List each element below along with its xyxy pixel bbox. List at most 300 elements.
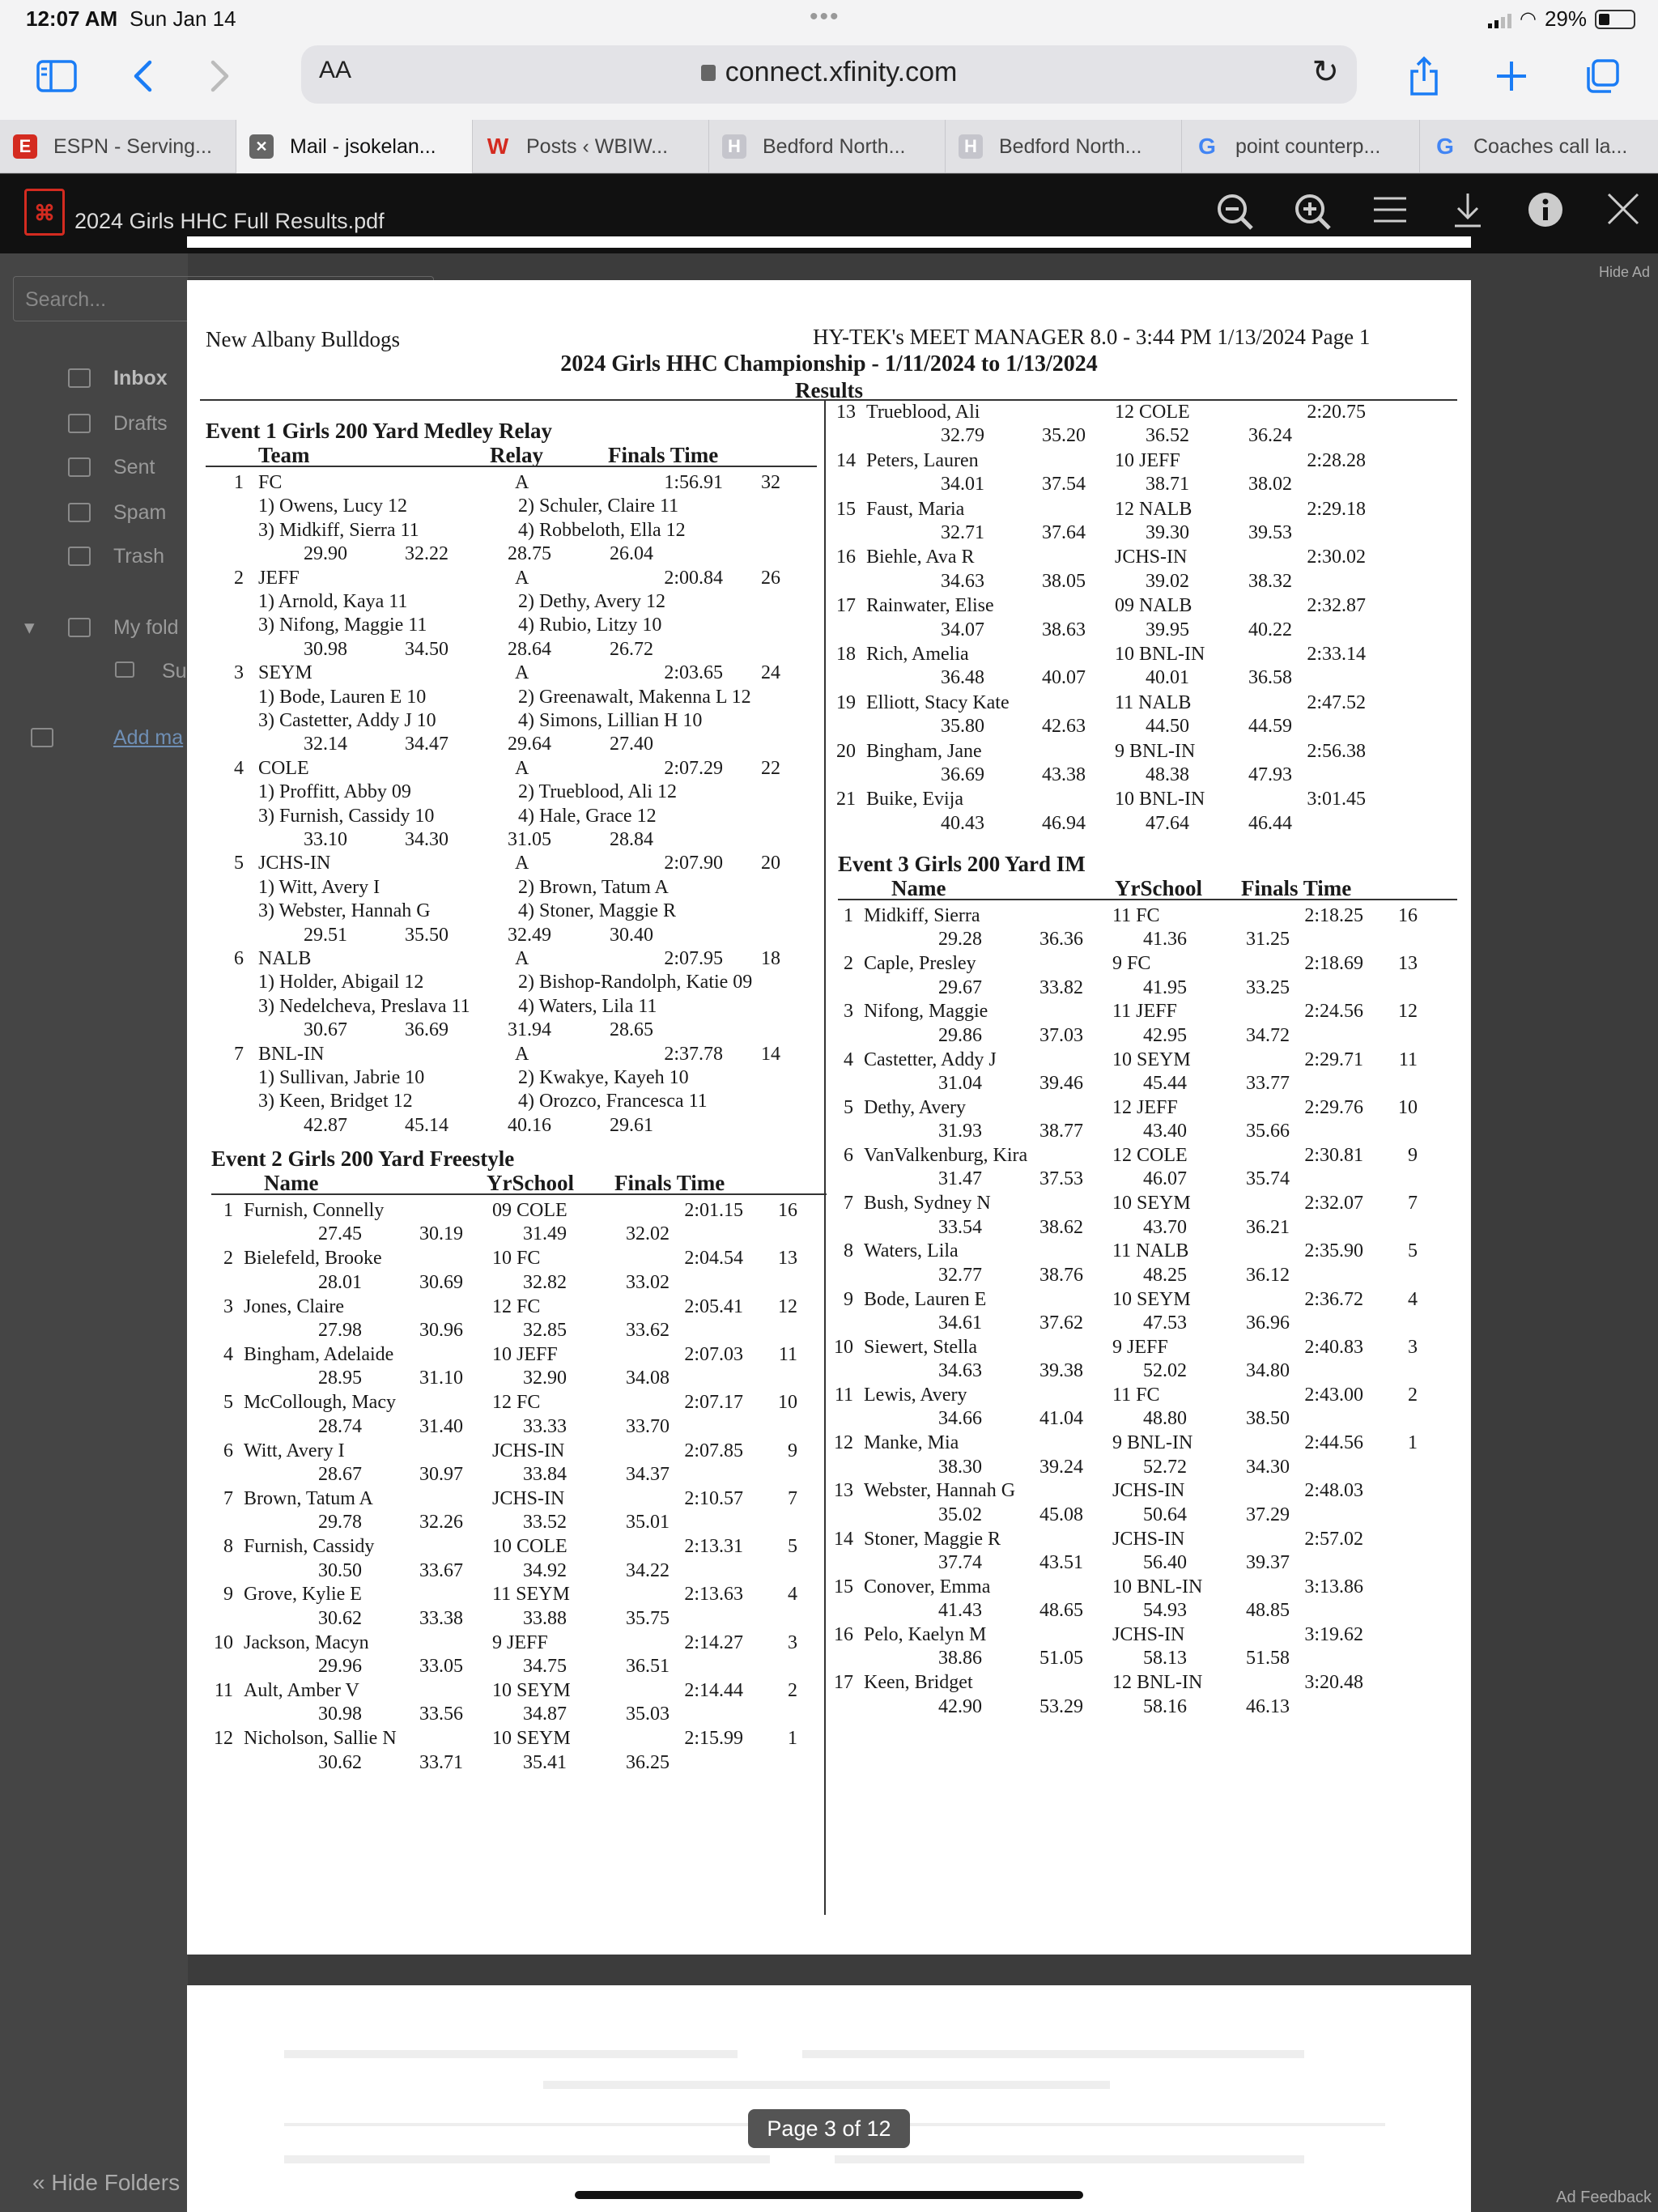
relay-team: FC	[258, 472, 283, 493]
home-indicator[interactable]	[575, 2191, 1083, 2199]
drafts-icon	[68, 414, 91, 433]
swimmer-name: Nicholson, Sallie N	[244, 1728, 397, 1750]
split-time: 48.38	[1146, 764, 1189, 785]
team-header: New Albany Bulldogs	[206, 327, 400, 351]
split-time: 33.88	[523, 1607, 567, 1629]
url-text: connect.xfinity.com	[725, 57, 958, 87]
swimmer-school: 12 FC	[492, 1295, 541, 1317]
swimmer-name: Brown, Tatum A	[244, 1487, 373, 1509]
swimmer-school: 10 COLE	[492, 1536, 568, 1558]
swimmer-leg: 3) Furnish, Cassidy 10	[258, 805, 435, 827]
split-time: 56.40	[1143, 1552, 1187, 1573]
hide-folders-button[interactable]: « Hide Folders	[32, 2170, 181, 2195]
swimmer-school: 9 BNL-IN	[1115, 740, 1196, 762]
swimmer-place: 1	[223, 1200, 233, 1221]
next-page-preview	[187, 1985, 1471, 2212]
mail-folder-sidebar	[0, 253, 188, 2212]
swimmer-place: 2	[844, 953, 853, 975]
swimmer-school: 10 BNL-IN	[1112, 1576, 1203, 1597]
swimmer-points: 9	[788, 1440, 797, 1461]
mail-icon	[31, 728, 53, 747]
folder-subfolder[interactable]	[0, 650, 188, 692]
tab-bar	[0, 120, 1658, 173]
header-rule	[200, 399, 1457, 401]
tab-google-1[interactable]	[1182, 120, 1420, 173]
swimmer-leg: 3) Webster, Hannah G	[258, 900, 431, 922]
folder-inbox[interactable]	[0, 357, 188, 399]
swimmer-name: Keen, Bridget	[864, 1672, 973, 1694]
swimmer-place: 14	[834, 1528, 853, 1550]
swimmer-points: 13	[778, 1248, 797, 1270]
new-tab-icon[interactable]	[1491, 53, 1532, 99]
ad-feedback-link[interactable]: Ad Feedback	[1556, 2189, 1652, 2206]
swimmer-time: 2:07.17	[684, 1392, 743, 1414]
split-time: 32.14	[304, 734, 347, 755]
tab-bedford-1[interactable]	[709, 120, 946, 173]
relay-place: 5	[234, 853, 244, 874]
swimmer-points: 5	[788, 1536, 797, 1558]
swimmer-name: Faust, Maria	[866, 498, 965, 520]
swimmer-school: 9 JEFF	[492, 1631, 548, 1653]
swimmer-place: 13	[836, 402, 856, 423]
split-time: 44.59	[1248, 716, 1292, 738]
split-time: 29.61	[610, 1114, 653, 1136]
url-display[interactable]	[301, 57, 1357, 88]
split-time: 34.63	[938, 1360, 982, 1382]
swimmer-leg: 3) Nedelcheva, Preslava 11	[258, 995, 470, 1017]
split-time: 31.25	[1246, 929, 1290, 951]
swimmer-name: Buike, Evija	[866, 789, 963, 810]
split-time: 37.74	[938, 1552, 982, 1573]
split-time: 32.71	[941, 522, 984, 543]
split-time: 46.94	[1042, 812, 1086, 834]
h-icon: H	[959, 134, 983, 159]
sidebar-toggle-icon[interactable]	[36, 53, 78, 99]
swimmer-school: 11 FC	[1112, 1385, 1160, 1406]
swimmer-place: 9	[223, 1584, 233, 1606]
split-time: 37.64	[1042, 522, 1086, 543]
split-time: 43.51	[1039, 1552, 1083, 1573]
swimmer-leg: 2) Kwakye, Kayeh 10	[518, 1067, 689, 1088]
swimmer-time: 2:14.27	[684, 1631, 743, 1653]
swimmer-school: 10 SEYM	[492, 1728, 571, 1750]
back-icon[interactable]	[126, 53, 159, 99]
swimmer-school: 09 NALB	[1115, 595, 1192, 617]
tab-label: Coaches call la...	[1473, 134, 1628, 158]
meet-title: 2024 Girls HHC Championship - 1/11/2024 to 1/13/2024	[560, 351, 1098, 376]
swimmer-points: 1	[1408, 1432, 1418, 1454]
swimmer-points: 4	[788, 1584, 797, 1606]
swimmer-time: 2:29.76	[1304, 1096, 1363, 1118]
tab-overview-icon[interactable]	[1582, 53, 1622, 99]
swimmer-name: Midkiff, Sierra	[864, 905, 980, 926]
column-header: Relay	[490, 443, 543, 467]
relay-team: JCHS-IN	[258, 853, 331, 874]
split-time: 35.50	[405, 924, 449, 946]
split-time: 46.07	[1143, 1168, 1187, 1190]
split-time: 32.85	[523, 1320, 567, 1341]
relay-letter: A	[515, 472, 529, 493]
pdf-file-icon: ⌘	[24, 189, 65, 236]
event-title: Event 2 Girls 200 Yard Freestyle	[211, 1146, 515, 1171]
relay-letter: A	[515, 853, 529, 874]
swimmer-place: 10	[214, 1631, 233, 1653]
swimmer-school: 12 JEFF	[1112, 1096, 1178, 1118]
split-time: 39.46	[1039, 1073, 1083, 1094]
tab-bedford-2[interactable]	[946, 120, 1182, 173]
split-time: 38.76	[1039, 1264, 1083, 1286]
relay-points: 32	[761, 472, 780, 493]
relay-points: 18	[761, 948, 780, 969]
ghost-line	[543, 2081, 1110, 2089]
swimmer-time: 2:15.99	[684, 1728, 743, 1750]
folder-label: Spam	[113, 501, 167, 524]
swimmer-place: 15	[834, 1576, 853, 1597]
close-viewer-icon[interactable]	[1601, 192, 1645, 236]
forward-icon[interactable]	[204, 53, 236, 99]
relay-time: 2:03.65	[664, 662, 723, 684]
swimmer-points: 7	[788, 1487, 797, 1509]
swimmer-points: 3	[788, 1631, 797, 1653]
split-time: 54.93	[1143, 1600, 1187, 1622]
column-header: Name	[891, 876, 946, 900]
split-time: 30.40	[610, 924, 653, 946]
relay-letter: A	[515, 757, 529, 779]
split-time: 33.56	[419, 1704, 463, 1725]
swimmer-points: 11	[778, 1343, 797, 1365]
swimmer-name: VanValkenburg, Kira	[864, 1145, 1028, 1166]
relay-letter: A	[515, 567, 529, 589]
split-time: 41.95	[1143, 976, 1187, 998]
swimmer-place: 16	[834, 1624, 853, 1645]
table-rule	[211, 1193, 827, 1195]
swimmer-school: 10 JEFF	[1115, 449, 1180, 471]
swimmer-time: 3:01.45	[1307, 789, 1366, 810]
sent-icon	[68, 457, 91, 477]
split-time: 29.86	[938, 1024, 982, 1046]
split-time: 34.75	[523, 1656, 567, 1678]
split-time: 34.37	[626, 1463, 670, 1485]
split-time: 36.58	[1248, 667, 1292, 689]
relay-place: 4	[234, 757, 244, 779]
folder-sent[interactable]	[0, 446, 188, 488]
split-time: 30.62	[318, 1751, 362, 1773]
folder-label: My fold	[113, 616, 179, 639]
split-time: 35.03	[626, 1704, 670, 1725]
swimmer-time: 2:29.71	[1304, 1049, 1363, 1070]
split-time: 37.54	[1042, 474, 1086, 496]
split-time: 34.66	[938, 1408, 982, 1430]
swimmer-name: Jones, Claire	[244, 1295, 344, 1317]
swimmer-time: 3:13.86	[1304, 1576, 1363, 1597]
swimmer-points: 9	[1408, 1145, 1418, 1166]
split-time: 34.30	[1246, 1456, 1290, 1478]
relay-letter: A	[515, 948, 529, 969]
split-time: 31.04	[938, 1073, 982, 1094]
split-time: 38.71	[1146, 474, 1189, 496]
swimmer-time: 2:18.69	[1304, 953, 1363, 975]
swimmer-school: JCHS-IN	[1112, 1480, 1185, 1502]
swimmer-time: 2:33.14	[1307, 644, 1366, 665]
split-time: 29.64	[508, 734, 551, 755]
split-time: 34.22	[626, 1559, 670, 1581]
swimmer-points: 10	[1398, 1096, 1418, 1118]
zoom-out-icon[interactable]	[1213, 192, 1256, 236]
split-time: 29.67	[938, 976, 982, 998]
folder-spam[interactable]	[0, 491, 188, 534]
split-time: 36.52	[1146, 425, 1189, 447]
split-time: 29.28	[938, 929, 982, 951]
split-time: 33.52	[523, 1512, 567, 1534]
swimmer-name: Dethy, Avery	[864, 1096, 966, 1118]
tab-espn[interactable]	[0, 120, 236, 173]
split-time: 38.50	[1246, 1408, 1290, 1430]
swimmer-name: Caple, Presley	[864, 953, 976, 975]
swimmer-points: 11	[1398, 1049, 1418, 1070]
folder-my-folders[interactable]	[0, 606, 188, 649]
swimmer-leg: 3) Midkiff, Sierra 11	[258, 519, 419, 541]
tab-wbiw[interactable]	[473, 120, 709, 173]
swimmer-name: Rich, Amelia	[866, 644, 969, 665]
relay-place: 2	[234, 567, 244, 589]
swimmer-points: 7	[1408, 1193, 1418, 1214]
split-time: 58.13	[1143, 1648, 1187, 1670]
split-time: 30.62	[318, 1607, 362, 1629]
swimmer-school: JCHS-IN	[1115, 547, 1188, 568]
folder-drafts[interactable]	[0, 402, 188, 445]
swimmer-points: 12	[778, 1295, 797, 1317]
split-time: 30.69	[419, 1271, 463, 1293]
split-time: 33.54	[938, 1216, 982, 1238]
swimmer-school: 12 NALB	[1115, 498, 1192, 520]
swimmer-name: Elliott, Stacy Kate	[866, 691, 1010, 713]
swimmer-place: 7	[844, 1193, 853, 1214]
split-time: 28.75	[508, 543, 551, 565]
swimmer-place: 13	[834, 1480, 853, 1502]
cellular-signal-icon	[1488, 11, 1511, 28]
split-time: 48.85	[1246, 1600, 1290, 1622]
split-time: 30.50	[318, 1559, 362, 1581]
swimmer-leg: 1) Owens, Lucy 12	[258, 496, 407, 517]
split-time: 39.02	[1146, 570, 1189, 592]
column-header: Finals Time	[614, 1171, 725, 1195]
relay-letter: A	[515, 1043, 529, 1065]
ghost-line	[284, 2155, 770, 2163]
split-time: 39.37	[1246, 1552, 1290, 1573]
ghost-line	[284, 2050, 738, 2058]
split-time: 35.02	[938, 1504, 982, 1525]
swimmer-time: 2:28.28	[1307, 449, 1366, 471]
swimmer-place: 8	[223, 1536, 233, 1558]
split-time: 45.14	[405, 1114, 449, 1136]
swimmer-name: Bingham, Jane	[866, 740, 982, 762]
swimmer-leg: 4) Hale, Grace 12	[518, 805, 657, 827]
split-time: 37.53	[1039, 1168, 1083, 1190]
split-time: 26.72	[610, 638, 653, 660]
swimmer-time: 2:36.72	[1304, 1288, 1363, 1310]
address-bar[interactable]	[301, 45, 1357, 104]
split-time: 29.51	[304, 924, 347, 946]
swimmer-leg: 4) Orozco, Francesca 11	[518, 1091, 708, 1112]
tab-google-2[interactable]	[1420, 120, 1658, 173]
swimmer-leg: 2) Bishop-Randolph, Katie 09	[518, 972, 753, 993]
split-time: 37.03	[1039, 1024, 1083, 1046]
swimmer-points: 16	[778, 1200, 797, 1221]
event-title: Event 1 Girls 200 Yard Medley Relay	[206, 419, 552, 443]
tab-label: ESPN - Serving...	[53, 134, 212, 158]
share-icon[interactable]	[1404, 53, 1444, 99]
split-time: 38.32	[1248, 570, 1292, 592]
swimmer-points: 2	[788, 1680, 797, 1701]
column-header: Finals Time	[608, 443, 719, 467]
split-time: 37.29	[1246, 1504, 1290, 1525]
split-time: 30.67	[304, 1019, 347, 1041]
split-time: 34.61	[938, 1312, 982, 1334]
relay-time: 2:00.84	[664, 567, 723, 589]
zoom-in-icon[interactable]	[1290, 192, 1334, 236]
swimmer-points: 1	[788, 1728, 797, 1750]
swimmer-time: 2:07.85	[684, 1440, 743, 1461]
multitasking-dots-icon[interactable]: •••	[810, 3, 840, 30]
split-time: 29.78	[318, 1512, 362, 1534]
split-time: 38.77	[1039, 1121, 1083, 1142]
relay-team: COLE	[258, 757, 309, 779]
relay-time: 2:37.78	[664, 1043, 723, 1065]
swimmer-name: McCollough, Macy	[244, 1392, 396, 1414]
split-time: 28.74	[318, 1415, 362, 1437]
battery-icon	[1595, 10, 1635, 29]
search-placeholder: Search...	[25, 288, 107, 311]
swimmer-time: 2:40.83	[1304, 1336, 1363, 1358]
swimmer-name: Nifong, Maggie	[864, 1001, 988, 1023]
swimmer-name: Furnish, Cassidy	[244, 1536, 375, 1558]
split-time: 46.44	[1248, 812, 1292, 834]
info-icon[interactable]	[1524, 192, 1567, 236]
swimmer-leg: 2) Greenawalt, Makenna L 12	[518, 686, 751, 708]
split-time: 31.49	[523, 1223, 567, 1245]
split-time: 39.38	[1039, 1360, 1083, 1382]
split-time: 47.64	[1146, 812, 1189, 834]
swimmer-school: 10 BNL-IN	[1115, 789, 1205, 810]
tab-mail[interactable]	[236, 120, 473, 173]
split-time: 39.95	[1146, 619, 1189, 640]
swimmer-name: Waters, Lila	[864, 1240, 959, 1262]
swimmer-time: 2:30.81	[1304, 1145, 1363, 1166]
swimmer-name: Biehle, Ava R	[866, 547, 975, 568]
swimmer-leg: 4) Simons, Lillian H 10	[518, 710, 703, 731]
swimmer-name: Trueblood, Ali	[866, 402, 980, 423]
split-time: 30.97	[419, 1463, 463, 1485]
split-time: 35.01	[626, 1512, 670, 1534]
swimmer-leg: 1) Proffitt, Abby 09	[258, 781, 411, 803]
close-icon[interactable]: ✕	[249, 134, 274, 159]
hide-ad-link[interactable]: Hide Ad	[1598, 264, 1650, 280]
swimmer-leg: 4) Stoner, Maggie R	[518, 900, 677, 922]
swimmer-place: 4	[844, 1049, 853, 1070]
folder-trash[interactable]	[0, 535, 188, 577]
split-time: 38.05	[1042, 570, 1086, 592]
ghost-line	[835, 2155, 1304, 2163]
folder-label: Su	[162, 660, 187, 683]
add-mailbox-link[interactable]	[0, 717, 188, 759]
reload-icon[interactable]: ↻	[1312, 54, 1339, 90]
swimmer-leg: 3) Keen, Bridget 12	[258, 1091, 413, 1112]
split-time: 33.10	[304, 829, 347, 850]
split-time: 32.26	[419, 1512, 463, 1534]
spam-icon	[68, 503, 91, 522]
split-time: 34.87	[523, 1704, 567, 1725]
swimmer-time: 2:57.02	[1304, 1528, 1363, 1550]
swimmer-school: 9 JEFF	[1112, 1336, 1168, 1358]
split-time: 31.47	[938, 1168, 982, 1190]
swimmer-time: 2:29.18	[1307, 498, 1366, 520]
swimmer-leg: 3) Castetter, Addy J 10	[258, 710, 436, 731]
swimmer-place: 6	[223, 1440, 233, 1461]
caret-down-icon: ▾	[24, 616, 35, 639]
split-time: 46.13	[1246, 1695, 1290, 1717]
split-time: 36.21	[1246, 1216, 1290, 1238]
table-rule	[838, 899, 1457, 900]
swimmer-name: Bielefeld, Brooke	[244, 1248, 382, 1270]
menu-icon[interactable]	[1368, 192, 1412, 236]
split-time: 30.98	[318, 1704, 362, 1725]
swimmer-name: Peters, Lauren	[866, 449, 979, 471]
trash-icon	[68, 547, 91, 566]
swimmer-place: 14	[836, 449, 856, 471]
swimmer-time: 2:14.44	[684, 1680, 743, 1701]
reader-options-button[interactable]: AA	[319, 57, 352, 83]
swimmer-place: 2	[223, 1248, 233, 1270]
swimmer-place: 6	[844, 1145, 853, 1166]
split-time: 47.93	[1248, 764, 1292, 785]
swimmer-name: Lewis, Avery	[864, 1385, 967, 1406]
relay-points: 26	[761, 567, 780, 589]
folder-label: Drafts	[113, 412, 168, 435]
split-time: 32.90	[523, 1368, 567, 1389]
split-time: 41.36	[1143, 929, 1187, 951]
swimmer-time: 2:43.00	[1304, 1385, 1363, 1406]
relay-letter: A	[515, 662, 529, 684]
folder-icon	[68, 618, 91, 637]
swimmer-school: 12 FC	[492, 1392, 541, 1414]
swimmer-school: 10 BNL-IN	[1115, 644, 1205, 665]
swimmer-leg: 1) Arnold, Kaya 11	[258, 591, 408, 612]
status-indicators	[1488, 6, 1635, 32]
split-time: 36.48	[941, 667, 984, 689]
tab-label: Posts ‹ WBIW...	[526, 134, 669, 158]
add-mailbox-label: Add ma	[113, 726, 184, 749]
swimmer-name: Bingham, Adelaide	[244, 1343, 394, 1365]
folder-label: Trash	[113, 545, 164, 568]
split-time: 33.62	[626, 1320, 670, 1341]
swimmer-points: 3	[1408, 1336, 1418, 1358]
swimmer-school: 10 SEYM	[492, 1680, 571, 1701]
relay-team: NALB	[258, 948, 312, 969]
column-header: YrSchool	[487, 1171, 574, 1195]
split-time: 34.72	[1246, 1024, 1290, 1046]
split-time: 40.07	[1042, 667, 1086, 689]
relay-points: 22	[761, 757, 780, 779]
swimmer-place: 11	[834, 1385, 853, 1406]
swimmer-time: 2:35.90	[1304, 1240, 1363, 1262]
split-time: 35.80	[941, 716, 984, 738]
google-icon: G	[1198, 134, 1216, 159]
split-time: 28.01	[318, 1271, 362, 1293]
swimmer-name: Furnish, Connelly	[244, 1200, 385, 1221]
download-icon[interactable]	[1446, 192, 1490, 236]
split-time: 33.82	[1039, 976, 1083, 998]
swimmer-school: JCHS-IN	[1112, 1624, 1185, 1645]
